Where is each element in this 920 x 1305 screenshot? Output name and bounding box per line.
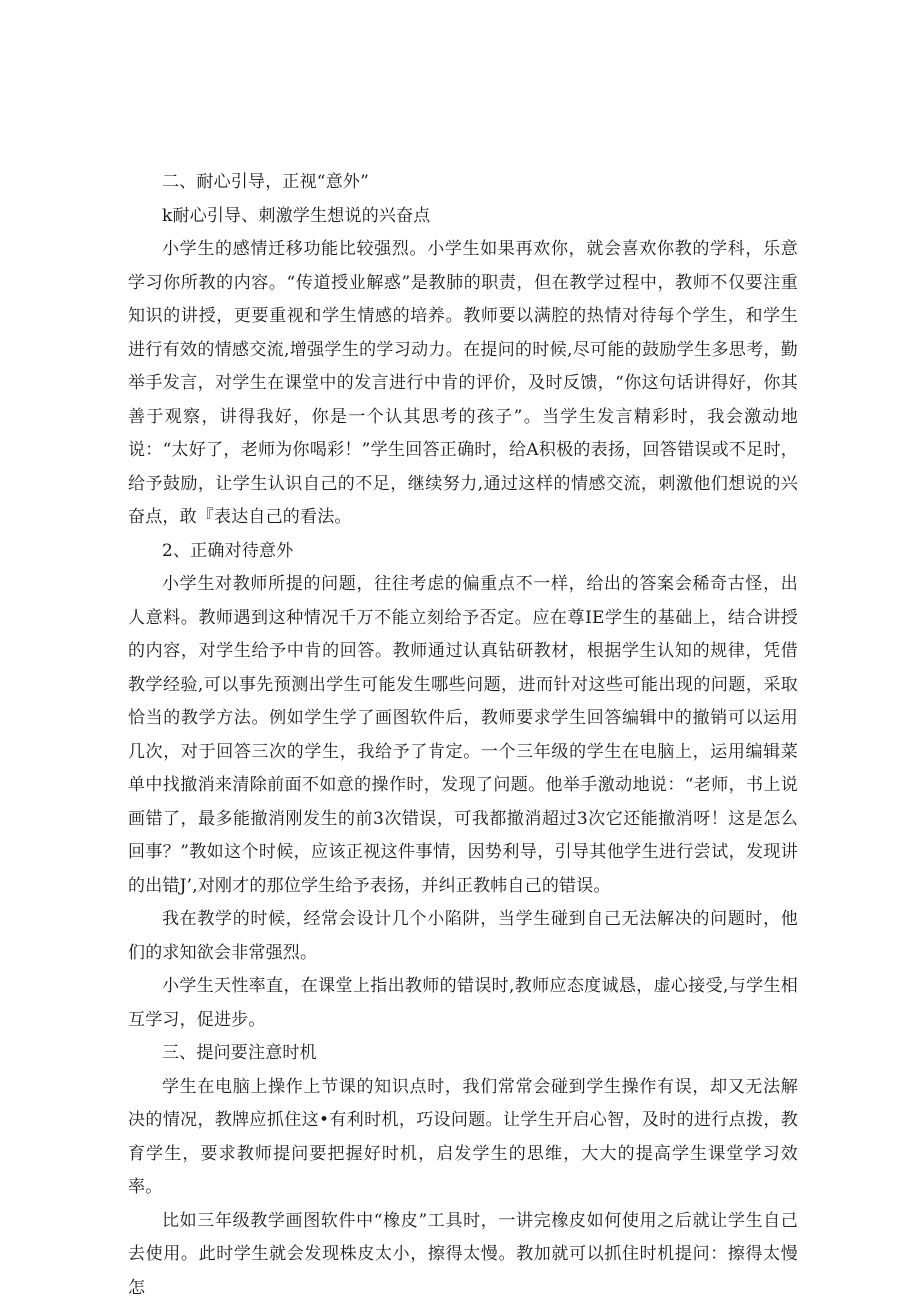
document-body: [128, 166, 798, 1305]
subsection-heading-2: 2、正确对待意外: [128, 535, 798, 569]
section-heading-2: 二、耐心引导，正视“意外”: [128, 166, 798, 200]
subsection-heading-1: k耐心引导、刺激学生想说的兴奋点: [128, 200, 798, 234]
paragraph: 小学生的感情迁移功能比较强烈。小学生如果再欢你，就会喜欢你教的学科，乐意学习你所教的内容。“传道授业解惑”是教肺的职责，但在教学过程中，教师不仅要注重知识的讲授，更要重视和学生情感的培养。教师要以满腔的热情对待每个学生，和学生进行有效的情感交流,增强学生的学习动力。在提问的时候,尽可能的鼓励学生多思考，勤举手发言，对学生在课堂中的发言进行中肯的评价，及时反馈，“你这句话讲得好，你其善于观察，讲得我好，你是一个认其思考的孩子”。当学生发言精彩时，我会激动地说：“太好了，老师为你喝彩！”学生回答正确时，给A积极的表扬，回答错误或不足时，给予鼓励，让学生认识自己的不足，继续努力,通过这样的情感交流，刺激他们想说的兴奋点，敢『表达自己的看法。: [128, 233, 798, 535]
paragraph: 我在教学的时候，经常会设计几个小陷阱，当学生碰到自己无法解决的问题时，他们的求知欲会非常强烈。: [128, 903, 798, 970]
paragraph: 学生在电脑上操作上节课的知识点时，我们常常会碰到学生操作有误，却又无法解决的情况，教牌应抓住这•有利时机，巧设问题。让学生开启心智，及时的进行点拨，教育学生，要求教师提问要把握好时机，启发学生的思维，大大的提高学生课堂学习效率。: [128, 1071, 798, 1205]
paragraph: 小学生天性率直，在课堂上指出教师的错误时,教师应态度诚恳，虚心接受,与学生相互学习，促进步。: [128, 970, 798, 1037]
paragraph: 比如三年级教学画图软件中“橡皮”工具时，一讲完橡皮如何使用之后就让学生自己去使用。此时学生就会发现株皮太小，擦得太慢。教加就可以抓住时机提问：擦得太慢怎: [128, 1205, 798, 1305]
paragraph: 小学生对教师所提的问题，往往考虑的偏重点不一样，给出的答案会稀奇古怪，出人意料。教师遇到这种情况千万不能立刻给予否定。应在尊IE学生的基础上，结合讲授的内容，对学生给予中肯的回答。教师通过认真钻研教材，根据学生认知的规律，凭借教学经验,可以事先预测出学生可能发生哪些问题，进而针对这些可能出现的问题，采取恰当的教学方法。例如学生学了画图软件后，教师要求学生回答编辑中的撤销可以运用几次，对于回答三次的学生，我给予了肯定。一个三年级的学生在电脑上，运用编辑菜单中找撤消来清除前面不如意的操作时，发现了问题。他举手激动地说：“老师，书上说画错了，最多能撤消刚发生的前3次错误，可我都撤消超过3次它还能撤消呀！这是怎么回事？”教如这个时候，应该正视这件事情，因势利导，引导其他学生进行尝试，发现讲的出错J’,对刚才的那位学生给予表扬，并纠正教帏自己的错误。: [128, 568, 798, 903]
section-heading-3: 三、提问要注意时机: [128, 1037, 798, 1071]
